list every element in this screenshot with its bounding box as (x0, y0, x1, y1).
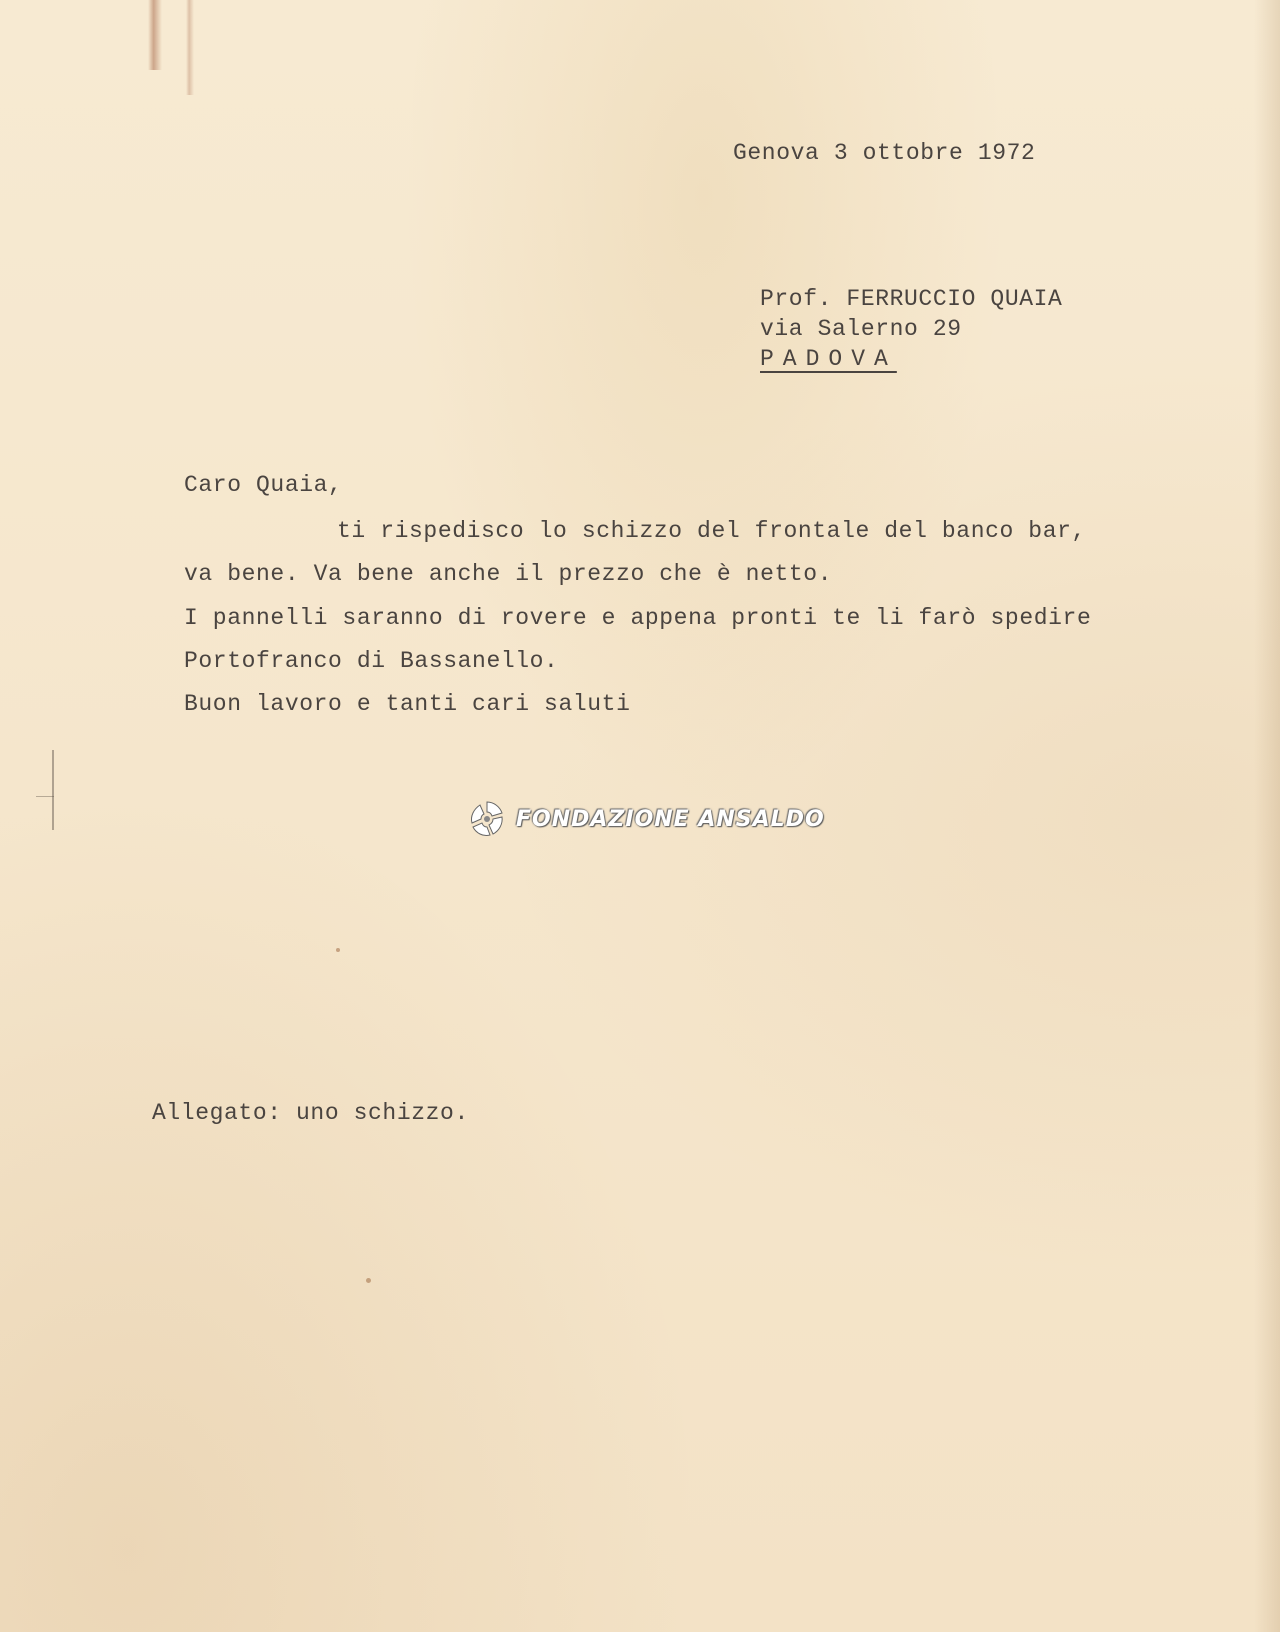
watermark (466, 797, 825, 841)
enclosure-note: Allegato: uno schizzo. (152, 1100, 469, 1126)
body-line: Buon lavoro e tanti cari saluti (184, 691, 631, 717)
paper-edge-shadow (1254, 0, 1280, 1632)
binding-stain (186, 0, 194, 95)
fondazione-ansaldo-logo-icon (466, 798, 508, 840)
body-line: I pannelli saranno di rovere e appena pronti te li farò spedire (184, 605, 1092, 631)
margin-mark (52, 750, 54, 830)
body-line: Portofranco di Bassanello. (184, 648, 559, 674)
letter-date: Genova 3 ottobre 1972 (733, 140, 1036, 166)
watermark-text: FONDAZIONE ANSALDO (516, 806, 825, 832)
salutation: Caro Quaia, (184, 472, 343, 498)
body-line: ti rispedisco lo schizzo del frontale del banco bar, (337, 518, 1086, 544)
paper-speck (366, 1278, 371, 1283)
paper-speck (336, 948, 340, 952)
recipient-city: PADOVA (760, 346, 897, 372)
binding-stain (148, 0, 162, 70)
recipient-street: via Salerno 29 (760, 316, 962, 342)
body-line: va bene. Va bene anche il prezzo che è netto. (184, 561, 833, 587)
margin-mark (36, 796, 54, 797)
recipient-name: Prof. FERRUCCIO QUAIA (760, 286, 1063, 312)
